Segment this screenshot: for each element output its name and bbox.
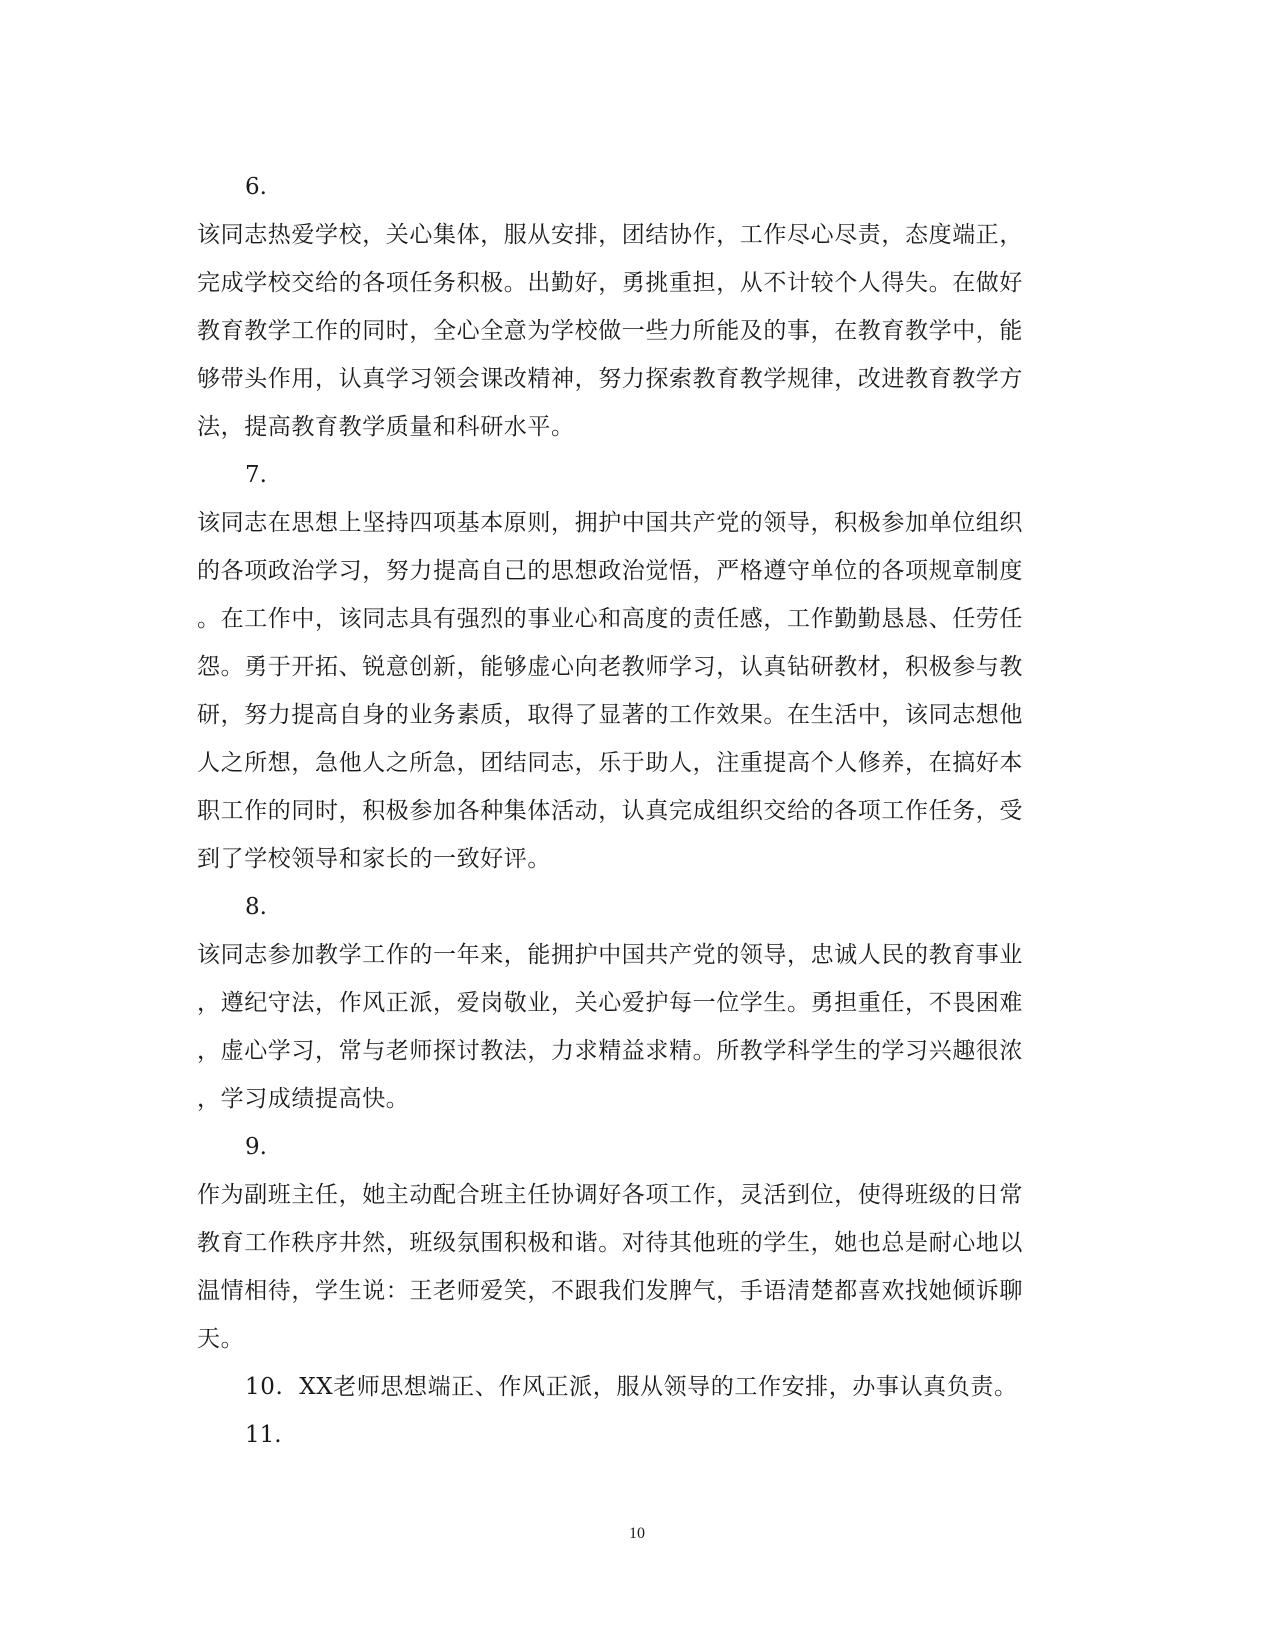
paragraph-line: 人之所想，急他人之所急，团结同志，乐于助人，注重提高个人修养，在搞好本 [197,750,1023,776]
paragraph-line: 教育教学工作的同时，全心全意为学校做一些力所能及的事，在教育教学中，能 [197,318,1023,344]
paragraph-line: ，学习成绩提高快。 [197,1086,410,1112]
paragraph-line: 研，努力提高自身的业务素质，取得了显著的工作效果。在生活中，该同志想他 [197,702,1023,728]
paragraph-line: 温情相待，学生说：王老师爱笑，不跟我们发脾气，手语清楚都喜欢找她倾诉聊 [197,1278,1023,1304]
paragraph-line: 天。 [197,1326,245,1352]
section-number: 7. [245,462,267,488]
section-number: 9. [245,1134,267,1160]
paragraph-line: 。在工作中，该同志具有强烈的事业心和高度的责任感，工作勤勤恳恳、任劳任 [197,606,1023,632]
paragraph-line: 该同志在思想上坚持四项基本原则，拥护中国共产党的领导，积极参加单位组织 [197,510,1023,536]
document-body [197,163,1077,1459]
section-number: 6. [245,174,267,200]
paragraph-text: XX老师思想端正、作风正派，服从领导的工作安排，办事认真负责。 [299,1374,1018,1400]
page-number: 10 [629,1525,645,1542]
section-number: 8. [245,894,267,920]
paragraph-line: 法，提高教育教学质量和科研水平。 [197,414,575,440]
section-number: 10. [245,1374,284,1400]
paragraph-line: 该同志参加教学工作的一年来，能拥护中国共产党的领导，忠诚人民的教育事业 [197,942,1023,968]
paragraph-line: 职工作的同时，积极参加各种集体活动，认真完成组织交给的各项工作任务，受 [197,798,1023,824]
paragraph-line: 到了学校领导和家长的一致好评。 [197,846,551,872]
paragraph-line: 教育工作秩序井然，班级氛围积极和谐。对待其他班的学生，她也总是耐心地以 [197,1230,1023,1256]
paragraph-line: 完成学校交给的各项任务积极。出勤好，勇挑重担，从不计较个人得失。在做好 [197,270,1023,296]
section-10-line [197,1363,1077,1411]
paragraph-line: 怨。勇于开拓、锐意创新，能够虚心向老教师学习，认真钻研教材，积极参与教 [197,654,1023,680]
section-number: 11. [245,1422,282,1448]
paragraph-line: ，虚心学习，常与老师探讨教法，力求精益求精。所教学科学生的学习兴趣很浓 [197,1038,1023,1064]
paragraph-line: 的各项政治学习，努力提高自己的思想政治觉悟，严格遵守单位的各项规章制度 [197,558,1023,584]
paragraph-line: 该同志热爱学校，关心集体，服从安排，团结协作，工作尽心尽责，态度端正， [197,222,1023,248]
paragraph-line: ，遵纪守法，作风正派，爱岗敬业，关心爱护每一位学生。勇担重任，不畏困难 [197,990,1023,1016]
paragraph-line: 作为副班主任，她主动配合班主任协调好各项工作，灵活到位，使得班级的日常 [197,1182,1023,1208]
paragraph-line: 够带头作用，认真学习领会课改精神，努力探索教育教学规律，改进教育教学方 [197,366,1023,392]
